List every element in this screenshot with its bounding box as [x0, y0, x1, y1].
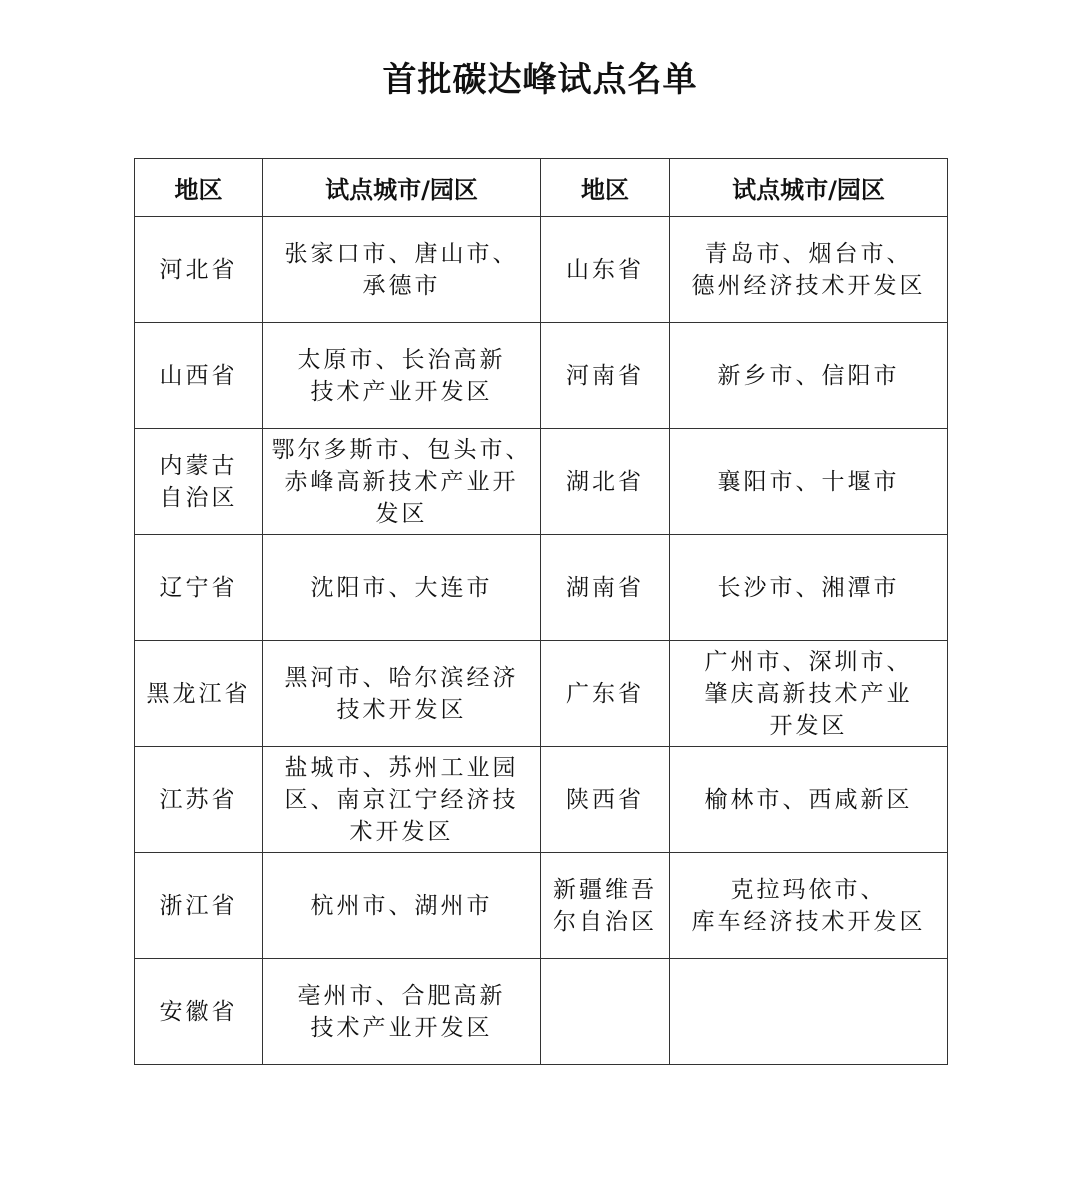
region-cell-text: 广东省 — [566, 680, 644, 707]
pilots-cell-text: 长沙市、湘潭市 — [717, 574, 900, 601]
pilots-cell — [670, 853, 948, 959]
table-row — [135, 217, 948, 323]
pilots-cell — [263, 959, 541, 1065]
region-cell — [135, 853, 263, 959]
region-cell-text: 湖南省 — [566, 574, 644, 601]
pilots-cell-text: 广州市、深圳市、 肇庆高新技术产业 开发区 — [704, 648, 913, 739]
region-cell-text: 黑龙江省 — [146, 680, 251, 707]
pilots-cell-text: 新乡市、信阳市 — [717, 362, 900, 389]
pilots-cell-text: 鄂尔多斯市、包头市、 赤峰高新技术产业开 发区 — [271, 436, 532, 527]
pilots-cell — [263, 853, 541, 959]
header-region-right: 地区 — [541, 159, 670, 217]
table-row — [135, 747, 948, 853]
pilots-cell-text: 张家口市、唐山市、 承德市 — [284, 240, 519, 299]
pilots-cell — [263, 429, 541, 535]
pilots-cell — [670, 217, 948, 323]
header-pilots-right: 试点城市/园区 — [670, 159, 948, 217]
pilots-cell-text: 盐城市、苏州工业园 区、南京江宁经济技 术开发区 — [284, 754, 519, 845]
region-cell-text: 安徽省 — [159, 998, 238, 1025]
pilots-cell — [263, 747, 541, 853]
pilots-cell — [263, 535, 541, 641]
pilot-list-table — [134, 158, 948, 1065]
region-cell — [135, 641, 263, 747]
pilots-cell — [263, 217, 541, 323]
pilots-cell-text: 杭州市、湖州市 — [310, 892, 493, 919]
pilots-cell-text: 克拉玛依市、 库车经济技术开发区 — [691, 876, 926, 935]
region-cell-text: 浙江省 — [159, 892, 238, 919]
region-cell-text: 山西省 — [159, 362, 238, 389]
table-body — [135, 217, 948, 1065]
table-row — [135, 641, 948, 747]
header-pilots-left: 试点城市/园区 — [263, 159, 541, 217]
region-cell — [135, 429, 263, 535]
region-cell — [541, 959, 670, 1065]
pilots-cell-text: 沈阳市、大连市 — [310, 574, 493, 601]
pilots-cell — [670, 959, 948, 1065]
pilots-cell — [670, 535, 948, 641]
region-cell — [541, 323, 670, 429]
region-cell-text: 河南省 — [566, 362, 644, 389]
table-row — [135, 429, 948, 535]
region-cell — [541, 747, 670, 853]
pilots-cell — [670, 323, 948, 429]
pilots-cell — [263, 323, 541, 429]
pilots-cell-text: 黑河市、哈尔滨经济 技术开发区 — [284, 664, 519, 723]
region-cell — [541, 853, 670, 959]
region-cell — [541, 217, 670, 323]
pilots-cell-text: 襄阳市、十堰市 — [717, 468, 900, 495]
region-cell — [541, 429, 670, 535]
region-cell — [135, 323, 263, 429]
region-cell — [135, 959, 263, 1065]
table-row — [135, 323, 948, 429]
region-cell-text: 江苏省 — [159, 786, 238, 813]
pilots-cell-text: 榆林市、西咸新区 — [704, 786, 913, 813]
region-cell — [541, 641, 670, 747]
table-row — [135, 535, 948, 641]
region-cell — [541, 535, 670, 641]
region-cell-text: 新疆维吾 尔自治区 — [553, 876, 657, 935]
region-cell-text: 湖北省 — [566, 468, 644, 495]
region-cell — [135, 535, 263, 641]
pilots-cell — [670, 429, 948, 535]
pilots-cell-text: 青岛市、烟台市、 德州经济技术开发区 — [691, 240, 926, 299]
region-cell-text: 内蒙古 自治区 — [159, 452, 238, 511]
table-row — [135, 959, 948, 1065]
pilots-cell-text: 亳州市、合肥高新 技术产业开发区 — [297, 982, 506, 1041]
region-cell-text: 山东省 — [566, 256, 644, 283]
pilots-cell — [670, 641, 948, 747]
table-row — [135, 853, 948, 959]
region-cell-text: 陕西省 — [566, 786, 644, 813]
page-title: 首批碳达峰试点名单 — [382, 60, 698, 100]
header-region-left: 地区 — [135, 159, 263, 217]
region-cell — [135, 217, 263, 323]
pilots-cell — [670, 747, 948, 853]
pilots-cell-text: 太原市、长治高新 技术产业开发区 — [297, 346, 506, 405]
pilots-cell — [263, 641, 541, 747]
region-cell-text: 河北省 — [159, 256, 238, 283]
region-cell-text: 辽宁省 — [159, 574, 238, 601]
region-cell — [135, 747, 263, 853]
table-header-row — [135, 159, 948, 217]
